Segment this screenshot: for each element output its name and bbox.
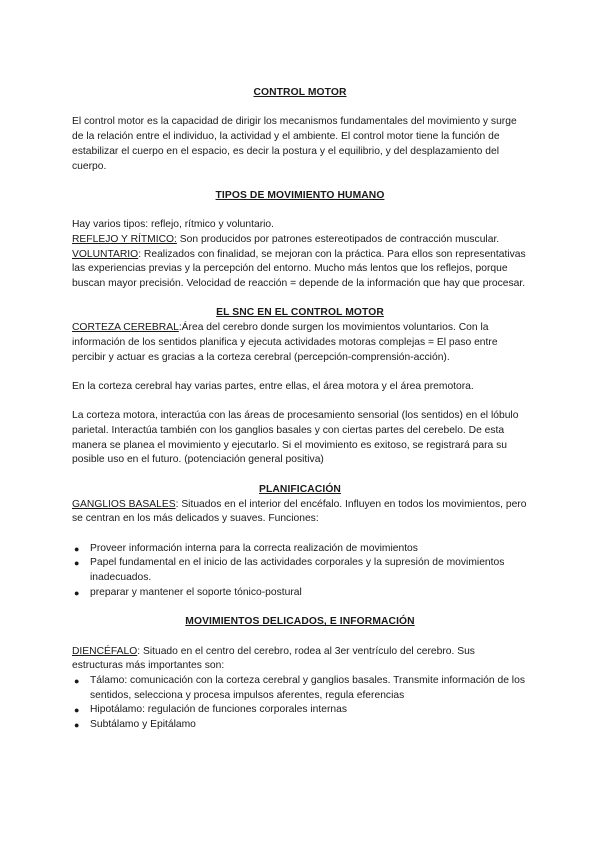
bullet-icon: ● <box>74 587 80 598</box>
bullet-icon: ● <box>74 705 80 716</box>
reflejo-text: Son producidos por patrones estereotipados de contracción muscular. <box>176 233 500 245</box>
bullet-icon: ● <box>74 675 80 686</box>
diencefalo-structures-list <box>72 674 528 733</box>
voluntario-paragraph <box>72 248 528 292</box>
list-item: ● Subtálamo y Epitálamo <box>72 718 528 733</box>
corteza-partes-paragraph: En la corteza cerebral hay varias partes, entre ellas, el área motora y el área premotora. <box>72 380 474 392</box>
heading-tipos-movimiento: TIPOS DE MOVIMIENTO HUMANO <box>215 189 385 201</box>
voluntario-label: VOLUNTARIO <box>72 248 139 260</box>
bullet-icon: ● <box>74 558 80 569</box>
diencefalo-text: : Situado en el centro del cerebro, rodea al 3er ventrículo del cerebro. Sus estructuras más importantes son: <box>72 645 475 672</box>
list-item: ● Hipotálamo: regulación de funciones corporales internas <box>72 703 528 718</box>
voluntario-text: : Realizados con finalidad, se mejoran con la práctica. Para ellos son representativas las experiencias previas y la percepción del entorno. Mucho más lentos que los reflejos, porque buscan mayor precisión. Velocidad de reacción = depende de la información que hay que procesar. <box>72 248 526 290</box>
reflejo-label: REFLEJO Y RÍTMICO: <box>72 233 177 245</box>
heading-snc: EL SNC EN EL CONTROL MOTOR <box>216 307 384 319</box>
list-item: ● preparar y mantener el soporte tónico-postural <box>72 586 528 601</box>
intro-paragraph: El control motor es la capacidad de dirigir los mecanismos fundamentales del movimiento y surge de la relación entre el individuo, la actividad y el ambiente. El control motor tiene la función de estabilizar el cuerpo en el espacio, es decir la postura y el equilibrio, y del desplazamiento del cuerpo. <box>72 116 517 172</box>
reflejo-paragraph <box>72 233 528 248</box>
ganglios-label: GANGLIOS BASALES <box>72 498 176 510</box>
diencefalo-paragraph <box>72 645 528 674</box>
ganglios-functions-list <box>72 542 528 601</box>
ganglios-text: : Situados en el interior del encéfalo. Influyen en todos los movimientos, pero se centran en los más delicados y suaves. Funciones: <box>72 498 527 525</box>
corteza-paragraph <box>72 321 528 365</box>
corteza-motora-paragraph: La corteza motora, interactúa con las áreas de procesamiento sensorial (los sentidos) en el lóbulo parietal. Interactúa también con los ganglios basales y con ciertas partes del cerebelo. De esta manera se planea el movimiento y ejecutarlo. Si el movimiento es exitoso, se registrará para su posible uso en el futuro. (potenciación general positiva) <box>72 410 519 466</box>
document-title: CONTROL MOTOR <box>253 87 347 98</box>
list-item: ● Papel fundamental en el inicio de las actividades corporales y la supresión de movimientos inadecuados. <box>74 557 505 584</box>
heading-movimientos-delicados: MOVIMIENTOS DELICADOS, E INFORMACIÓN <box>185 616 415 628</box>
document-content <box>72 86 528 733</box>
heading-planificacion: PLANIFICACIÓN <box>259 483 341 495</box>
bullet-icon: ● <box>74 543 80 554</box>
ganglios-paragraph <box>72 498 528 527</box>
corteza-label: CORTEZA CEREBRAL <box>72 322 179 334</box>
list-item: ● Tálamo: comunicación con la corteza cerebral y ganglios basales. Transmite información de los sentidos, selecciona y procesa impulsos aferentes, regula eferencias <box>74 674 525 701</box>
corteza-text: :Área del cerebro donde surgen los movimientos voluntarios. Con la información de los sentidos planifica y ejecuta actividades motoras complejas = El paso entre percibir y actuar es gracias a la corteza cerebral (percepción-comprensión-acción). <box>72 322 498 363</box>
list-item: ● Proveer información interna para la correcta realización de movimientos <box>72 542 528 557</box>
bullet-icon: ● <box>74 720 80 731</box>
diencefalo-label: DIENCÉFALO <box>72 645 138 657</box>
tipos-intro: Hay varios tipos: reflejo, rítmico y voluntario. <box>72 219 275 231</box>
